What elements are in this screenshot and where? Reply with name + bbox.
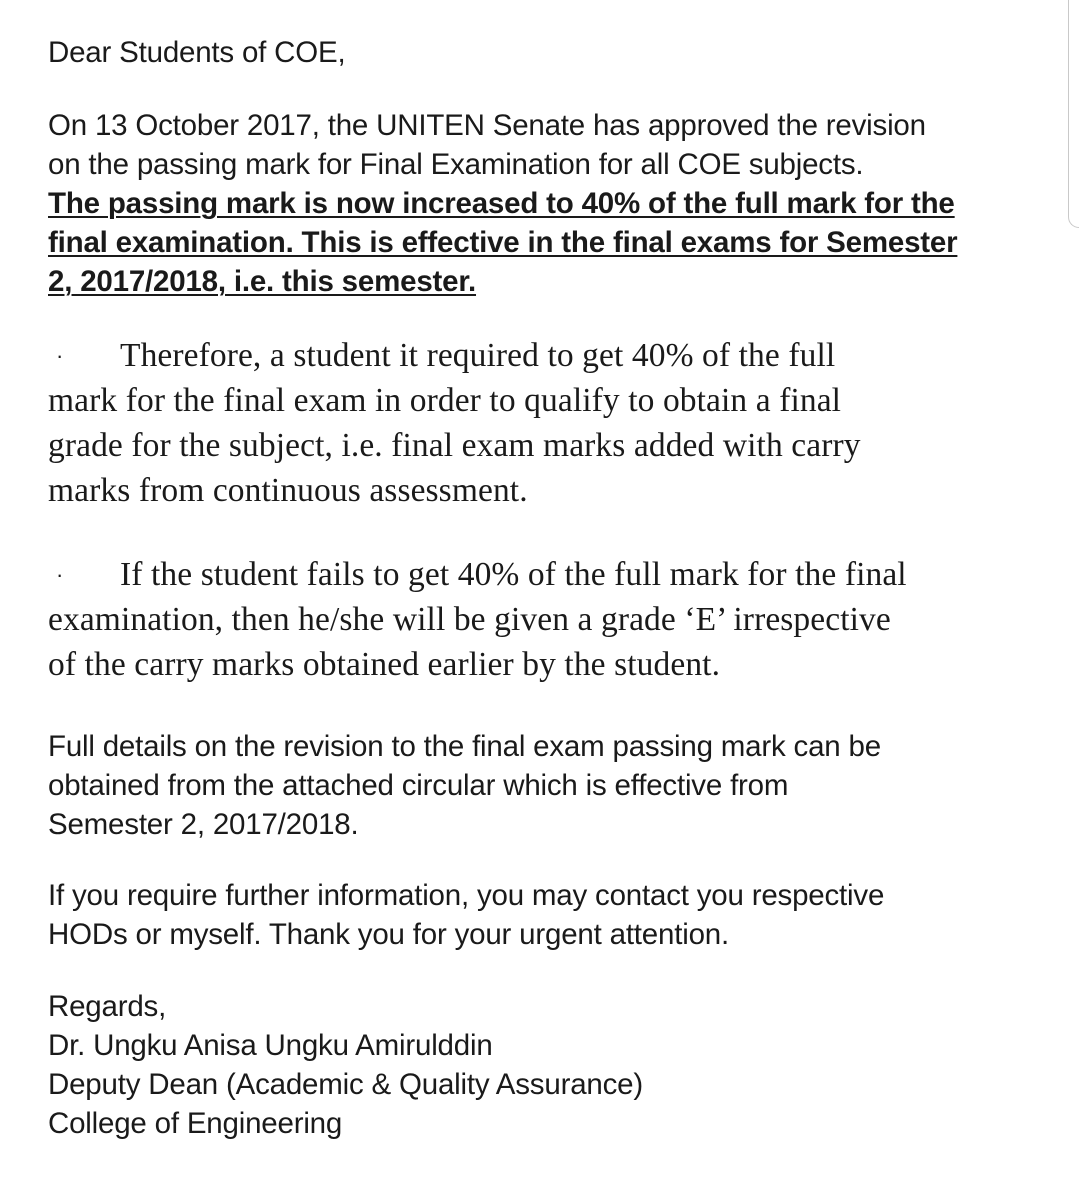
- bullet-line: of the carry marks obtained earlier by the student.: [48, 646, 721, 683]
- scrollbar[interactable]: [1068, 0, 1079, 228]
- bullet-text: If the student fails to get 40% of the full mark for the final: [120, 556, 907, 593]
- signature-block: [48, 987, 643, 1143]
- signature-title: Deputy Dean (Academic & Quality Assurance): [48, 1068, 643, 1101]
- intro-line: on the passing mark for Final Examination for all COE subjects.: [48, 148, 864, 181]
- bullet-line: marks from continuous assessment.: [48, 472, 528, 509]
- signature-closing: Regards,: [48, 990, 167, 1023]
- contact-line: HODs or myself. Thank you for your urgent attention.: [48, 918, 729, 951]
- greeting-text: Dear Students of COE,: [48, 36, 346, 69]
- highlight-line: final examination. This is effective in the final exams for Semester: [48, 226, 958, 259]
- intro-line: On 13 October 2017, the UNITEN Senate has approved the revision: [48, 109, 926, 142]
- details-paragraph: [48, 727, 881, 844]
- intro-paragraph: [48, 106, 957, 301]
- email-greeting: [48, 33, 346, 72]
- bullet-line: grade for the subject, i.e. final exam marks added with carry: [48, 427, 861, 464]
- signature-department: College of Engineering: [48, 1107, 343, 1140]
- bullet-line: mark for the final exam in order to qualify to obtain a final: [48, 382, 842, 419]
- highlight-line: 2, 2017/2018, i.e. this semester.: [48, 265, 477, 298]
- bullet-text: Therefore, a student it required to get 40% of the full: [120, 337, 836, 374]
- bullet-first-line: [48, 333, 861, 378]
- details-line: Full details on the revision to the final exam passing mark can be: [48, 730, 881, 763]
- bullet-item-1: [48, 333, 861, 513]
- bullet-item-2: [48, 552, 907, 687]
- bullet-first-line: [48, 552, 907, 597]
- signature-name: Dr. Ungku Anisa Ungku Amirulddin: [48, 1029, 493, 1062]
- bullet-line: examination, then he/she will be given a grade ‘E’ irrespective: [48, 601, 891, 638]
- details-line: Semester 2, 2017/2018.: [48, 808, 359, 841]
- highlight-line: The passing mark is now increased to 40% of the full mark for the: [48, 187, 955, 220]
- contact-line: If you require further information, you may contact you respective: [48, 879, 885, 912]
- bullet-marker: ·: [56, 343, 64, 368]
- details-line: obtained from the attached circular which is effective from: [48, 769, 789, 802]
- contact-paragraph: [48, 876, 884, 954]
- bullet-marker: ·: [56, 562, 64, 587]
